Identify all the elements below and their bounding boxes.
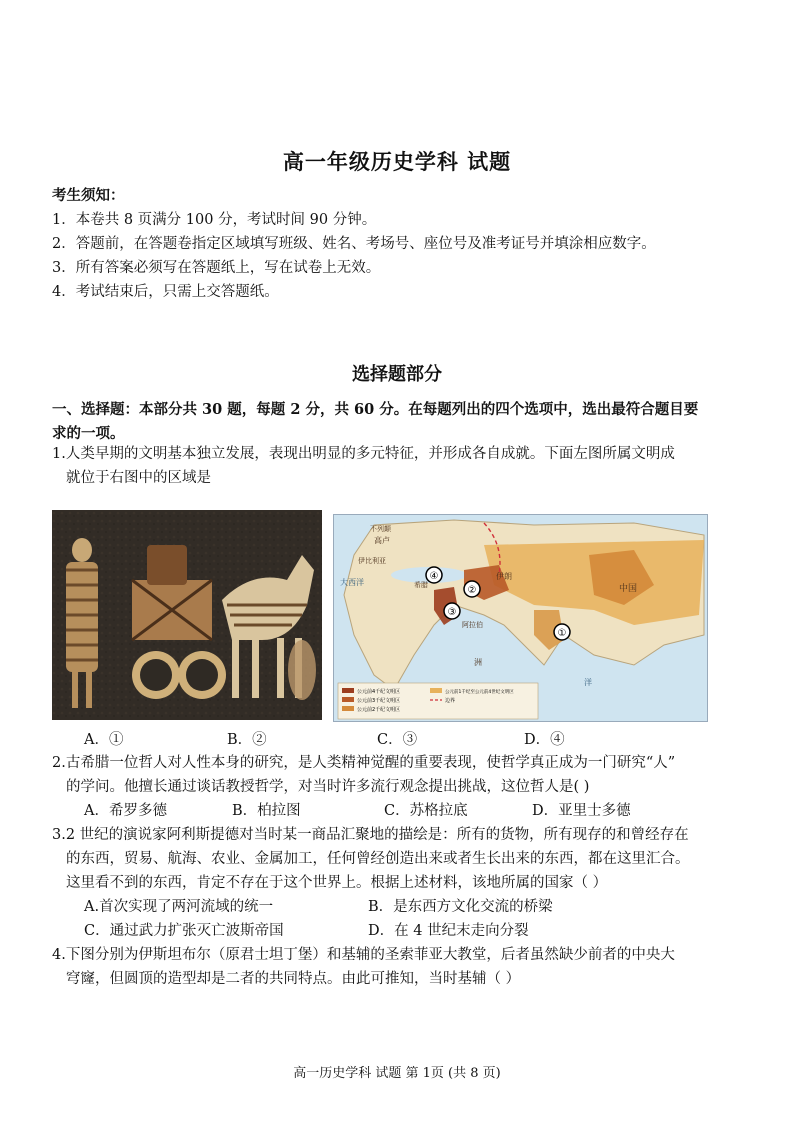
- map-label: 伊比利亚: [358, 557, 386, 565]
- svg-text:②: ②: [467, 585, 477, 596]
- part-instructions: [52, 398, 752, 446]
- option-a[interactable]: A.首次实现了两河流域的统一: [84, 899, 274, 915]
- legend-item: 公元前3千纪文明区: [357, 698, 401, 704]
- map-label: 高卢: [374, 536, 390, 545]
- option-c[interactable]: C．③: [377, 732, 418, 748]
- question-text: 这里看不到的东西，肯定不存在于这个世界上。根据上述材料，该地所属的国家（ ）: [66, 875, 608, 891]
- page-title: 高一年级历史学科 试题: [282, 149, 512, 174]
- question-text: 的东西，贸易、航海、农业、金属加工，任何曾经创造出来或者生长出来的东西，都在这里汇合。: [66, 851, 690, 867]
- option-b[interactable]: B．柏拉图: [232, 803, 301, 819]
- option-a[interactable]: A．①: [84, 732, 124, 748]
- option-d[interactable]: D．亚里士多德: [532, 803, 631, 819]
- chariot-relief-image: [52, 510, 322, 720]
- map-label: 洋: [584, 678, 592, 687]
- map-label: 阿拉伯: [462, 621, 483, 629]
- question-text: 就位于右图中的区域是: [66, 470, 211, 486]
- map-marker-4: [426, 567, 442, 583]
- svg-text:④: ④: [429, 571, 439, 582]
- option-d[interactable]: D．在 4 世纪末走向分裂: [368, 923, 529, 939]
- exam-notice: [52, 184, 752, 304]
- map-label: 大西洋: [340, 578, 364, 587]
- ancient-civilizations-map: [333, 514, 708, 722]
- option-b[interactable]: B．是东西方文化交流的桥梁: [368, 899, 553, 915]
- map-label: 中国: [619, 584, 638, 594]
- option-b[interactable]: B．②: [227, 732, 267, 748]
- legend-item: 公元前2千纪文明区: [357, 707, 401, 713]
- question-3: [52, 823, 748, 895]
- notice-heading: 考生须知：: [52, 187, 125, 204]
- map-legend: [338, 683, 538, 719]
- option-c[interactable]: C．苏格拉底: [384, 803, 468, 819]
- option-a[interactable]: A．希罗多德: [84, 803, 167, 819]
- section-title: 选择题部分: [352, 364, 442, 385]
- question-text: 的学问。他擅长通过谈话教授哲学，对当时许多流行观念提出挑战，这位哲人是( ): [66, 779, 590, 795]
- svg-text:③: ③: [447, 607, 457, 618]
- question-text: 1.人类早期的文明基本独立发展，表现出明显的多元特征，并形成各自成就。下面左图所属文明成: [52, 446, 675, 462]
- part-instructions-line: 一、选择题：本部分共 30 题，每题 2 分，共 60 分。在每题列出的四个选项中，选出最符合题目要: [52, 401, 699, 418]
- question-4: [52, 943, 748, 991]
- svg-text:①: ①: [557, 628, 567, 639]
- map-label: 洲: [474, 658, 482, 667]
- question-1: [52, 442, 748, 490]
- map-label: 伊朗: [496, 572, 512, 581]
- legend-item: 边界: [445, 698, 456, 704]
- question-text: 4.下图分别为伊斯坦布尔（原君士坦丁堡）和基辅的圣索菲亚大教堂，后者虽然缺少前者的中央大: [52, 947, 675, 963]
- notice-item: 4．考试结束后，只需上交答题纸。: [52, 284, 279, 300]
- question-text: 穹窿，但圆顶的造型却是二者的共同特点。由此可推知，当时基辅（ ）: [66, 971, 521, 987]
- option-c[interactable]: C．通过武力扩张灭亡波斯帝国: [84, 923, 284, 939]
- question-2: [52, 751, 748, 799]
- page-footer: 高一历史学科 试题 第 1页 (共 8 页): [293, 1066, 501, 1081]
- map-label: 不列颠: [370, 525, 391, 533]
- notice-item: 2．答题前，在答题卷指定区域填写班级、姓名、考场号、座位号及准考证号并填涂相应数字。: [52, 236, 656, 252]
- question-text: 2.古希腊一位哲人对人性本身的研究，是人类精神觉醒的重要表现，使哲学真正成为一门研究“人”: [52, 755, 676, 771]
- map-marker-2: [464, 581, 480, 597]
- legend-item: 公元前4千纪文明区: [357, 689, 401, 695]
- civilizations-map-graphic: [334, 515, 707, 721]
- map-label: 希腊: [414, 581, 428, 589]
- option-d[interactable]: D．④: [524, 732, 565, 748]
- legend-item: 公元前1千纪至公元前4世纪文明区: [445, 690, 514, 695]
- part-instructions-line: 求的一项。: [52, 425, 125, 442]
- notice-item: 1．本卷共 8 页满分 100 分，考试时间 90 分钟。: [52, 212, 377, 228]
- chariot-relief-illustration: [52, 510, 322, 720]
- question-text: 3.2 世纪的演说家阿利斯提德对当时某一商品汇聚地的描绘是：所有的货物，所有现存的和曾经存在: [52, 827, 689, 843]
- notice-item: 3．所有答案必须写在答题纸上，写在试卷上无效。: [52, 260, 381, 276]
- map-marker-1: [554, 624, 570, 640]
- map-marker-3: [444, 603, 460, 619]
